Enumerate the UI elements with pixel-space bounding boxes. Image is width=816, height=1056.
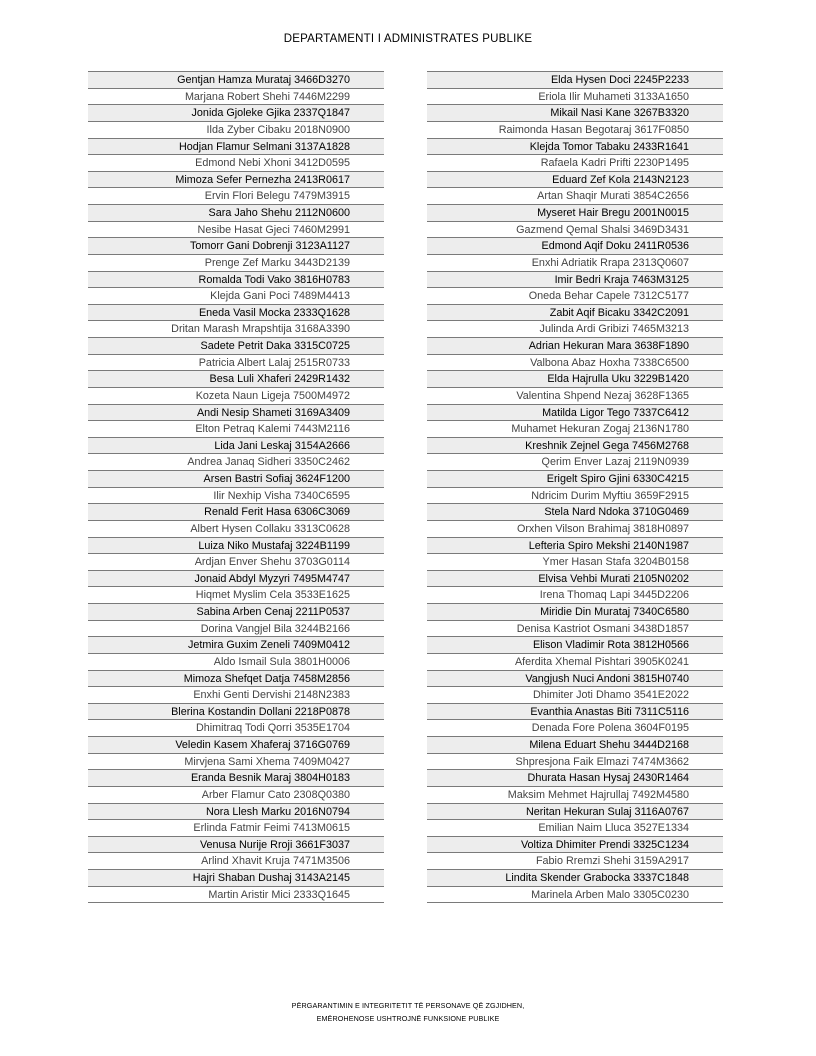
list-item: Aferdita Xhemal Pishtari 3905K0241 [427,654,723,671]
list-item: Dhimiter Joti Dhamo 3541E2022 [427,687,723,704]
list-item: Veledin Kasem Xhaferaj 3716G0769 [88,737,384,754]
left-column-list [88,71,384,903]
list-item: Dhimitraq Todi Qorri 3535E1704 [88,720,384,737]
list-item: Kozeta Naun Ligeja 7500M4972 [88,388,384,405]
list-item: Erigelt Spiro Gjini 6330C4215 [427,471,723,488]
list-item: Mikail Nasi Kane 3267B3320 [427,105,723,122]
list-item: Nesibe Hasat Gjeci 7460M2991 [88,222,384,239]
list-item: Ervin Flori Belegu 7479M3915 [88,188,384,205]
list-item: Sadete Petrit Daka 3315C0725 [88,338,384,355]
list-item: Sabina Arben Cenaj 2211P0537 [88,604,384,621]
list-item: Milena Eduart Shehu 3444D2168 [427,737,723,754]
list-item: Elison Vladimir Rota 3812H0566 [427,637,723,654]
list-item: Qerim Enver Lazaj 2119N0939 [427,454,723,471]
list-item: Tomorr Gani Dobrenji 3123A1127 [88,238,384,255]
list-item: Eneda Vasil Mocka 2333Q1628 [88,305,384,322]
list-item: Gazmend Qemal Shalsi 3469D3431 [427,222,723,239]
list-item: Rafaela Kadri Prifti 2230P1495 [427,155,723,172]
list-item: Prenge Zef Marku 3443D2139 [88,255,384,272]
list-item: Lefteria Spiro Mekshi 2140N1987 [427,538,723,555]
list-item: Andi Nesip Shameti 3169A3409 [88,405,384,422]
list-item: Eriola Ilir Muhameti 3133A1650 [427,89,723,106]
list-item: Ardjan Enver Shehu 3703G0114 [88,554,384,571]
list-item: Hajri Shaban Dushaj 3143A2145 [88,870,384,887]
list-item: Neritan Hekuran Sulaj 3116A0767 [427,804,723,821]
list-item: Romalda Todi Vako 3816H0783 [88,272,384,289]
list-item: Gentjan Hamza Murataj 3466D3270 [88,72,384,89]
list-item: Ndricim Durim Myftiu 3659F2915 [427,488,723,505]
list-item: Artan Shaqir Murati 3854C2656 [427,188,723,205]
list-item: Albert Hysen Collaku 3313C0628 [88,521,384,538]
list-item: Ilda Zyber Cibaku 2018N0900 [88,122,384,139]
list-item: Kreshnik Zejnel Gega 7456M2768 [427,438,723,455]
list-item: Hiqmet Myslim Cela 3533E1625 [88,587,384,604]
list-item: Blerina Kostandin Dollani 2218P0878 [88,704,384,721]
list-item: Muhamet Hekuran Zogaj 2136N1780 [427,421,723,438]
list-item: Eranda Besnik Maraj 3804H0183 [88,770,384,787]
list-item: Shpresjona Faik Elmazi 7474M3662 [427,754,723,771]
list-item: Luiza Niko Mustafaj 3224B1199 [88,538,384,555]
list-item: Besa Luli Xhaferi 2429R1432 [88,371,384,388]
list-item: Dritan Marash Mrapshtija 3168A3390 [88,321,384,338]
list-item: Ymer Hasan Stafa 3204B0158 [427,554,723,571]
list-item: Jetmira Guxim Zeneli 7409M0412 [88,637,384,654]
list-item: Patricia Albert Lalaj 2515R0733 [88,355,384,372]
list-item: Hodjan Flamur Selmani 3137A1828 [88,139,384,156]
list-item: Martin Aristir Mici 2333Q1645 [88,887,384,904]
list-item: Enxhi Genti Dervishi 2148N2383 [88,687,384,704]
list-item: Renald Ferit Hasa 6306C3069 [88,504,384,521]
list-item: Elvisa Vehbi Murati 2105N0202 [427,571,723,588]
list-item: Edmond Nebi Xhoni 3412D0595 [88,155,384,172]
list-item: Arsen Bastri Sofiaj 3624F1200 [88,471,384,488]
list-item: Marjana Robert Shehi 7446M2299 [88,89,384,106]
list-item: Vangjush Nuci Andoni 3815H0740 [427,671,723,688]
list-item: Lindita Skender Grabocka 3337C1848 [427,870,723,887]
list-item: Eduard Zef Kola 2143N2123 [427,172,723,189]
list-item: Edmond Aqif Doku 2411R0536 [427,238,723,255]
list-item: Jonaid Abdyl Myzyri 7495M4747 [88,571,384,588]
list-item: Elda Hysen Doci 2245P2233 [427,72,723,89]
list-item: Enxhi Adriatik Rrapa 2313Q0607 [427,255,723,272]
list-item: Marinela Arben Malo 3305C0230 [427,887,723,904]
list-item: Nora Llesh Marku 2016N0794 [88,804,384,821]
list-item: Mimoza Shefqet Datja 7458M2856 [88,671,384,688]
list-item: Orxhen Vilson Brahimaj 3818H0897 [427,521,723,538]
list-item: Miridie Din Murataj 7340C6580 [427,604,723,621]
list-item: Sara Jaho Shehu 2112N0600 [88,205,384,222]
list-item: Aldo Ismail Sula 3801H0006 [88,654,384,671]
list-item: Andrea Janaq Sidheri 3350C2462 [88,454,384,471]
list-item: Klejda Gani Poci 7489M4413 [88,288,384,305]
list-item: Stela Nard Ndoka 3710G0469 [427,504,723,521]
list-item: Jonida Gjoleke Gjika 2337Q1847 [88,105,384,122]
list-item: Valbona Abaz Hoxha 7338C6500 [427,355,723,372]
footer-line-1: PËRGARANTIMIN E INTEGRITETIT TË PERSONAVE QË ZGJIDHEN, [291,1001,525,1010]
list-item: Valentina Shpend Nezaj 3628F1365 [427,388,723,405]
list-item: Adrian Hekuran Mara 3638F1890 [427,338,723,355]
list-item: Elda Hajrulla Uku 3229B1420 [427,371,723,388]
list-item: Dorina Vangjel Bila 3244B2166 [88,621,384,638]
list-item: Arlind Xhavit Kruja 7471M3506 [88,853,384,870]
list-item: Mimoza Sefer Pernezha 2413R0617 [88,172,384,189]
list-item: Imir Bedri Kraja 7463M3125 [427,272,723,289]
right-column-list [427,71,723,903]
list-item: Denisa Kastriot Osmani 3438D1857 [427,621,723,638]
list-item: Arber Flamur Cato 2308Q0380 [88,787,384,804]
list-item: Ilir Nexhip Visha 7340C6595 [88,488,384,505]
list-item: Denada Fore Polena 3604F0195 [427,720,723,737]
list-item: Matilda Ligor Tego 7337C6412 [427,405,723,422]
list-item: Erlinda Fatmir Feimi 7413M0615 [88,820,384,837]
page-title: DEPARTAMENTI I ADMINISTRATES PUBLIKE [283,33,533,45]
list-item: Lida Jani Leskaj 3154A2666 [88,438,384,455]
list-item: Julinda Ardi Gribizi 7465M3213 [427,321,723,338]
footer-line-2: EMËROHENOSE USHTROJNË FUNKSIONE PUBLIKE [316,1013,500,1023]
list-item: Elton Petraq Kalemi 7443M2116 [88,421,384,438]
list-item: Mirvjena Sami Xhema 7409M0427 [88,754,384,771]
list-item: Maksim Mehmet Hajrullaj 7492M4580 [427,787,723,804]
list-item: Venusa Nurije Rroji 3661F3037 [88,837,384,854]
list-item: Klejda Tomor Tabaku 2433R1641 [427,139,723,156]
list-item: Myseret Hair Bregu 2001N0015 [427,205,723,222]
list-item: Zabit Aqif Bicaku 3342C2091 [427,305,723,322]
list-item: Oneda Behar Capele 7312C5177 [427,288,723,305]
list-item: Evanthia Anastas Biti 7311C5116 [427,704,723,721]
list-item: Irena Thomaq Lapi 3445D2206 [427,587,723,604]
list-item: Emilian Naim Lluca 3527E1334 [427,820,723,837]
page-footer [0,1000,816,1025]
list-item: Voltiza Dhimiter Prendi 3325C1234 [427,837,723,854]
list-item: Fabio Rremzi Shehi 3159A2917 [427,853,723,870]
list-item: Dhurata Hasan Hysaj 2430R1464 [427,770,723,787]
list-item: Raimonda Hasan Begotaraj 3617F0850 [427,122,723,139]
